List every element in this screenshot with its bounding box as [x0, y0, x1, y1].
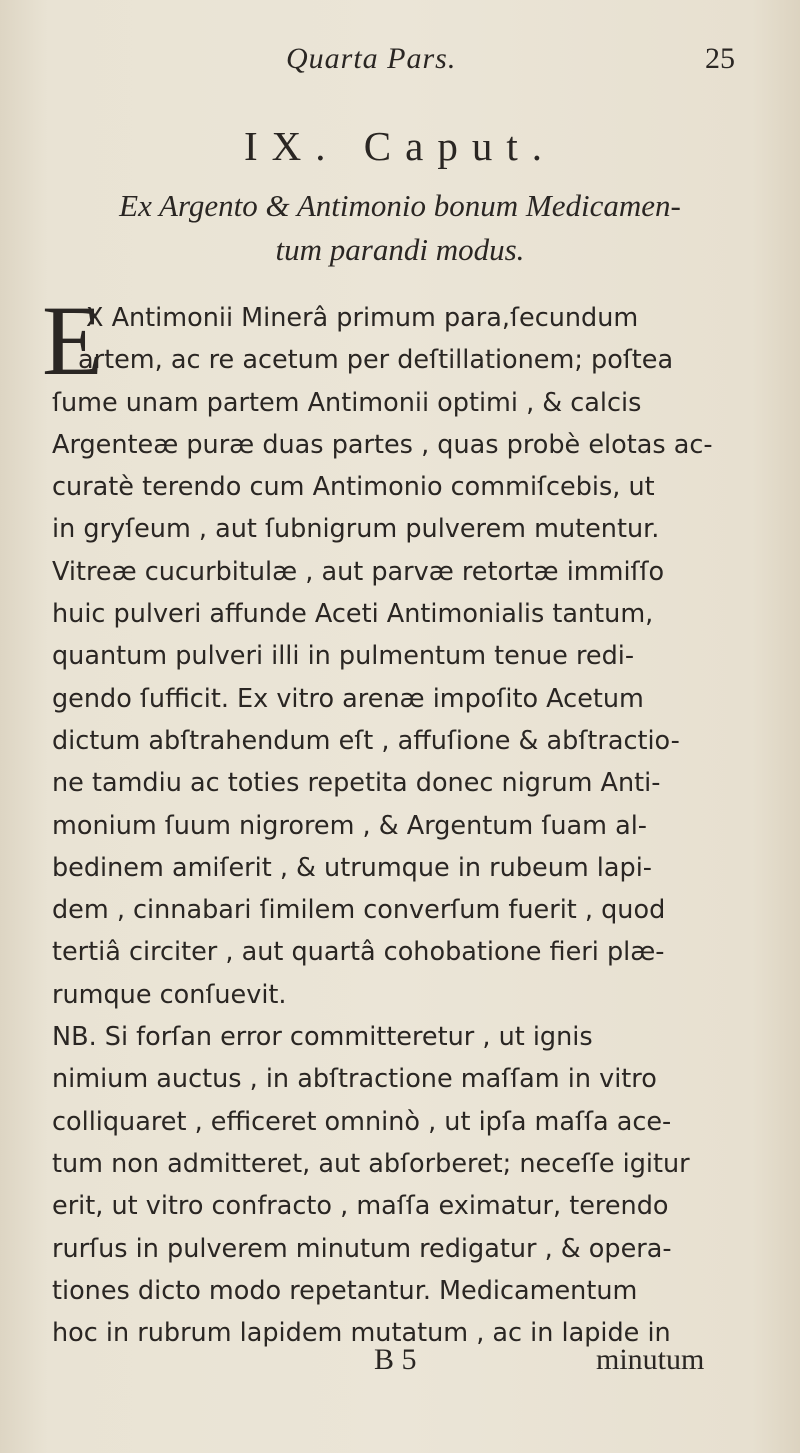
text-line: nimium auctus , in abſtractione maſſam in vitro [52, 1064, 657, 1095]
text-line: Vitreæ cucurbitulæ , aut parvæ retortæ immiſſo [52, 556, 665, 587]
text-line: artem, ac re acetum per deſtillationem; poſtea [78, 345, 674, 376]
text-line: hoc in rubrum lapidem mutatum , ac in lapide in [52, 1318, 671, 1349]
text-line: gendo ſufficit. Ex vitro arenæ impoſito Acetum [52, 683, 644, 714]
signature-mark: B 5 [374, 1343, 417, 1376]
text-line: Argenteæ puræ duas partes , quas probè elotas ac- [52, 429, 713, 460]
text-line: dictum abſtrahendum eſt , affuſione & abſtractio- [52, 725, 680, 756]
text-line: tiones dicto modo repetantur. Medicamentum [52, 1275, 638, 1306]
text-line: rumque conſuevit. [52, 979, 287, 1010]
page-footer [0, 1343, 800, 1383]
running-head-title: Quarta Pars. [286, 42, 457, 75]
subtitle-line-2: tum parandi modus. [275, 232, 525, 267]
body-text [42, 285, 742, 1354]
text-line: tertiâ circiter , aut quartâ cohobatione fieri plæ- [52, 937, 665, 968]
text-line: X Antimonii Minerâ primum para,ſecundum [86, 303, 639, 333]
text-line: in gryſeum , aut ſubnigrum pulverem mutentur. [52, 514, 660, 545]
text-line: dem , cinnabari ſimilem converſum fuerit , quod [52, 895, 666, 926]
chapter-subtitle [0, 184, 800, 272]
text-line: bedinem amiſerit , & utrumque in rubeum lapi- [52, 852, 652, 883]
catchword: minutum [596, 1343, 705, 1376]
subtitle-line-1: Ex Argento & Antimonio bonum Medicamen- [119, 188, 681, 223]
text-line: tum non admitteret, aut abſorberet; neceſſe igitur [52, 1148, 690, 1179]
page-number: 25 [705, 42, 735, 75]
text-line: NB. Si forſan error committeretur , ut ignis [52, 1022, 593, 1053]
chapter-heading: IX. Caput. [244, 123, 556, 169]
text-line: curatè terendo cum Antimonio commiſcebis, ut [52, 472, 655, 503]
text-line: monium ſuum nigrorem , & Argentum ſuam al- [52, 810, 648, 841]
text-line: erit, ut vitro confracto , maſſa eximatur, terendo [52, 1191, 669, 1222]
text-line: colliquaret , efficeret omninò , ut ipſa maſſa ace- [52, 1106, 672, 1137]
text-line: ne tamdiu ac toties repetita donec nigrum Anti- [52, 768, 661, 799]
text-line: quantum pulveri illi in pulmentum tenue redi- [52, 641, 635, 672]
text-line: huic pulveri affunde Aceti Antimonialis tantum, [52, 599, 654, 630]
drop-cap: E [42, 285, 104, 396]
text-line: ſume unam partem Antimonii optimi , & calcis [52, 387, 642, 418]
text-line: rurſus in pulverem minutum redigatur , & opera- [52, 1233, 672, 1264]
running-head [0, 42, 800, 82]
